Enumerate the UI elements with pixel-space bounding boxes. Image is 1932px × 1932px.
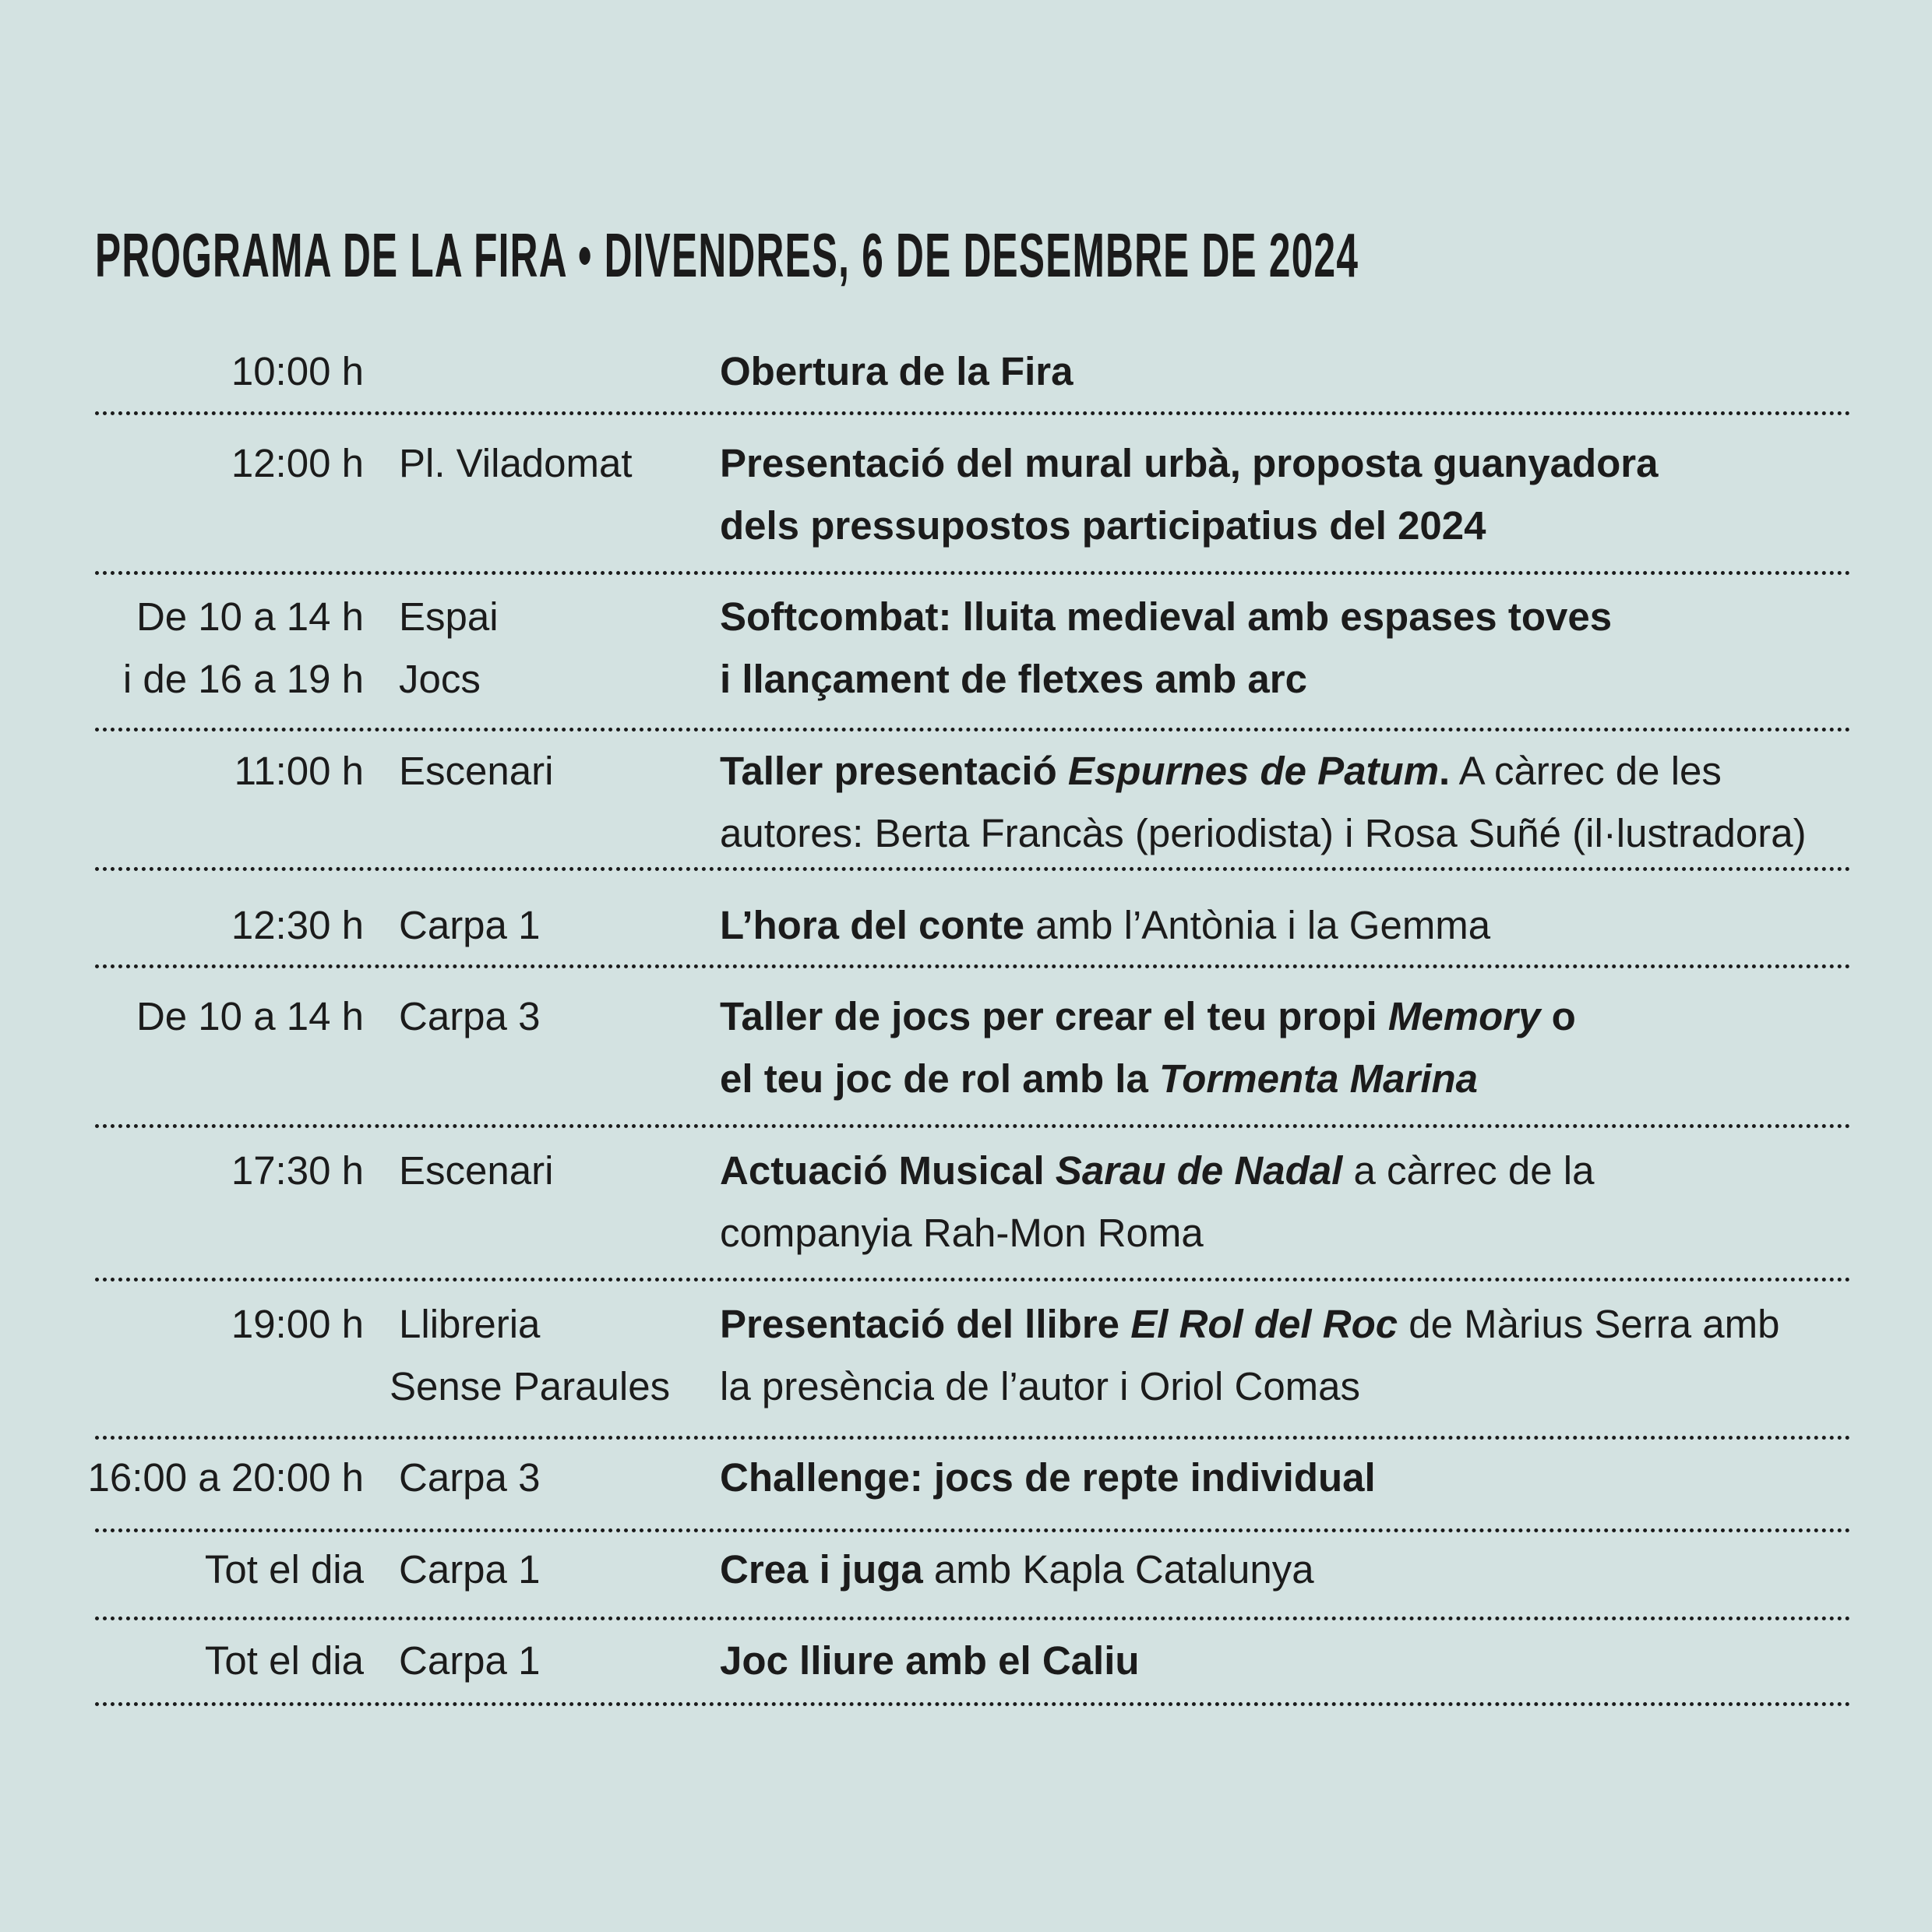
event-description-line <box>720 1140 1594 1202</box>
event-description <box>720 1293 1779 1418</box>
dotted-divider <box>95 571 1851 575</box>
dotted-divider <box>95 867 1851 871</box>
event-place-line: Carpa 3 <box>399 1455 541 1500</box>
event-place-line: Pl. Viladomat <box>399 441 633 485</box>
event-place-line: Carpa 1 <box>399 1638 541 1683</box>
event-time-line: 12:00 h <box>231 441 364 485</box>
event-title: Softcombat: lluita medieval amb espases toves <box>720 594 1613 639</box>
event-title: Taller presentació <box>720 749 1068 793</box>
event-title: o <box>1540 994 1576 1038</box>
event-description-line <box>720 802 1807 865</box>
event-title-italic: El Rol del Roc <box>1130 1302 1398 1346</box>
event-title: dels pressupostos participatius del 2024 <box>720 503 1486 548</box>
event-time <box>231 1293 364 1356</box>
event-place-line: Carpa 1 <box>399 1547 541 1592</box>
event-title: Challenge: jocs de repte individual <box>720 1455 1376 1500</box>
event-description <box>720 432 1658 557</box>
dotted-divider <box>95 1616 1851 1620</box>
event-place-line: Escenari <box>399 1148 554 1193</box>
event-description <box>720 985 1576 1110</box>
event-time <box>231 1140 364 1202</box>
event-time-line: 11:00 h <box>234 749 364 793</box>
dotted-divider <box>95 1702 1851 1706</box>
event-description <box>720 894 1490 957</box>
event-detail: companyia Rah-Mon Roma <box>720 1211 1204 1255</box>
dotted-divider <box>95 1528 1851 1532</box>
event-description-line <box>720 648 1612 710</box>
event-description <box>720 740 1807 865</box>
event-time-line: i de 16 a 19 h <box>122 657 364 701</box>
event-description-line <box>720 586 1612 648</box>
event-title: . <box>1439 749 1451 793</box>
event-description-line <box>720 1293 1779 1356</box>
event-description-line <box>720 1202 1594 1264</box>
event-description-line <box>720 894 1490 957</box>
dotted-divider <box>95 1278 1851 1282</box>
event-title: Crea i juga <box>720 1547 923 1592</box>
event-title: i llançament de fletxes amb arc <box>720 657 1307 701</box>
event-place <box>399 1140 553 1202</box>
event-title: Joc lliure amb el Caliu <box>720 1638 1140 1683</box>
event-time <box>234 740 364 802</box>
event-place <box>399 1447 540 1509</box>
dotted-divider <box>95 1436 1851 1440</box>
event-time-line: 16:00 a 20:00 h <box>87 1455 364 1500</box>
event-place <box>399 1539 540 1601</box>
event-title: el teu joc de rol amb la <box>720 1056 1159 1101</box>
dotted-divider <box>95 411 1851 415</box>
event-description <box>720 1447 1376 1509</box>
event-description <box>720 1630 1140 1692</box>
event-detail: A càrrec de les <box>1450 749 1722 793</box>
event-title-italic: Sarau de Nadal <box>1055 1148 1343 1193</box>
event-place <box>399 894 540 957</box>
event-description-line <box>720 1048 1576 1110</box>
event-title-italic: Tormenta Marina <box>1159 1056 1479 1101</box>
event-time-line: De 10 a 14 h <box>136 594 364 639</box>
event-description-line <box>720 1447 1376 1509</box>
event-time <box>231 894 364 957</box>
event-detail: amb l’Antònia i la Gemma <box>1024 903 1491 947</box>
event-time <box>231 432 364 495</box>
event-place-line: Espai <box>399 594 499 639</box>
event-title-italic: Memory <box>1387 994 1541 1038</box>
event-time-line: 17:30 h <box>231 1148 364 1193</box>
event-description-line <box>720 985 1576 1048</box>
event-time-line: 12:30 h <box>231 903 364 947</box>
event-detail: de Màrius Serra amb <box>1398 1302 1780 1346</box>
event-place-line: Jocs <box>399 657 481 701</box>
event-time-line: Tot el dia <box>204 1638 364 1683</box>
event-place <box>399 740 553 802</box>
event-time <box>123 586 364 710</box>
event-place <box>390 1293 671 1418</box>
event-detail: autores: Berta Francàs (periodista) i Rosa Suñé (il·lustradora) <box>720 811 1807 855</box>
event-place <box>399 586 499 710</box>
dotted-divider <box>95 728 1851 732</box>
event-title: Obertura de la Fira <box>720 349 1074 393</box>
event-title: Actuació Musical <box>720 1148 1056 1193</box>
dotted-divider <box>95 1124 1851 1128</box>
event-time <box>231 340 364 403</box>
event-title: Taller de jocs per crear el teu propi <box>720 994 1388 1038</box>
event-time-line: Tot el dia <box>204 1547 364 1592</box>
event-time-line: 10:00 h <box>231 349 364 393</box>
dotted-divider <box>95 964 1851 968</box>
event-description-line <box>720 1356 1779 1418</box>
event-description <box>720 586 1612 710</box>
event-time <box>205 1630 364 1692</box>
event-description <box>720 340 1073 403</box>
event-description-line <box>720 740 1807 802</box>
event-detail: la presència de l’autor i Oriol Comas <box>720 1364 1361 1408</box>
event-title: L’hora del conte <box>720 903 1025 947</box>
event-place-line: Escenari <box>399 749 554 793</box>
event-time-line: 19:00 h <box>231 1302 364 1346</box>
event-description-line <box>720 1539 1314 1601</box>
event-description <box>720 1539 1314 1601</box>
event-title: Presentació del llibre <box>720 1302 1131 1346</box>
event-place <box>399 1630 540 1692</box>
event-detail: a càrrec de la <box>1342 1148 1595 1193</box>
event-description <box>720 1140 1594 1264</box>
event-time <box>136 985 364 1048</box>
event-time <box>88 1447 365 1509</box>
event-description-line <box>720 495 1658 557</box>
event-place-line: Sense Paraules <box>390 1364 671 1408</box>
event-place-line: Carpa 3 <box>399 994 541 1038</box>
page-title: PROGRAMA DE LA FIRA • DIVENDRES, 6 DE DESEMBRE DE 2024 <box>95 220 1359 290</box>
event-time-line: De 10 a 14 h <box>136 994 364 1038</box>
event-detail: amb Kapla Catalunya <box>922 1547 1314 1592</box>
event-description-line <box>720 340 1073 403</box>
event-place-line: Llibreria <box>399 1302 541 1346</box>
event-description-line <box>720 1630 1140 1692</box>
event-place <box>399 985 540 1048</box>
event-description-line <box>720 432 1658 495</box>
event-place <box>399 432 633 495</box>
event-time <box>205 1539 364 1601</box>
event-title-italic: Espurnes de Patum <box>1067 749 1440 793</box>
event-place-line: Carpa 1 <box>399 903 541 947</box>
event-title: Presentació del mural urbà, proposta guanyadora <box>720 441 1659 485</box>
